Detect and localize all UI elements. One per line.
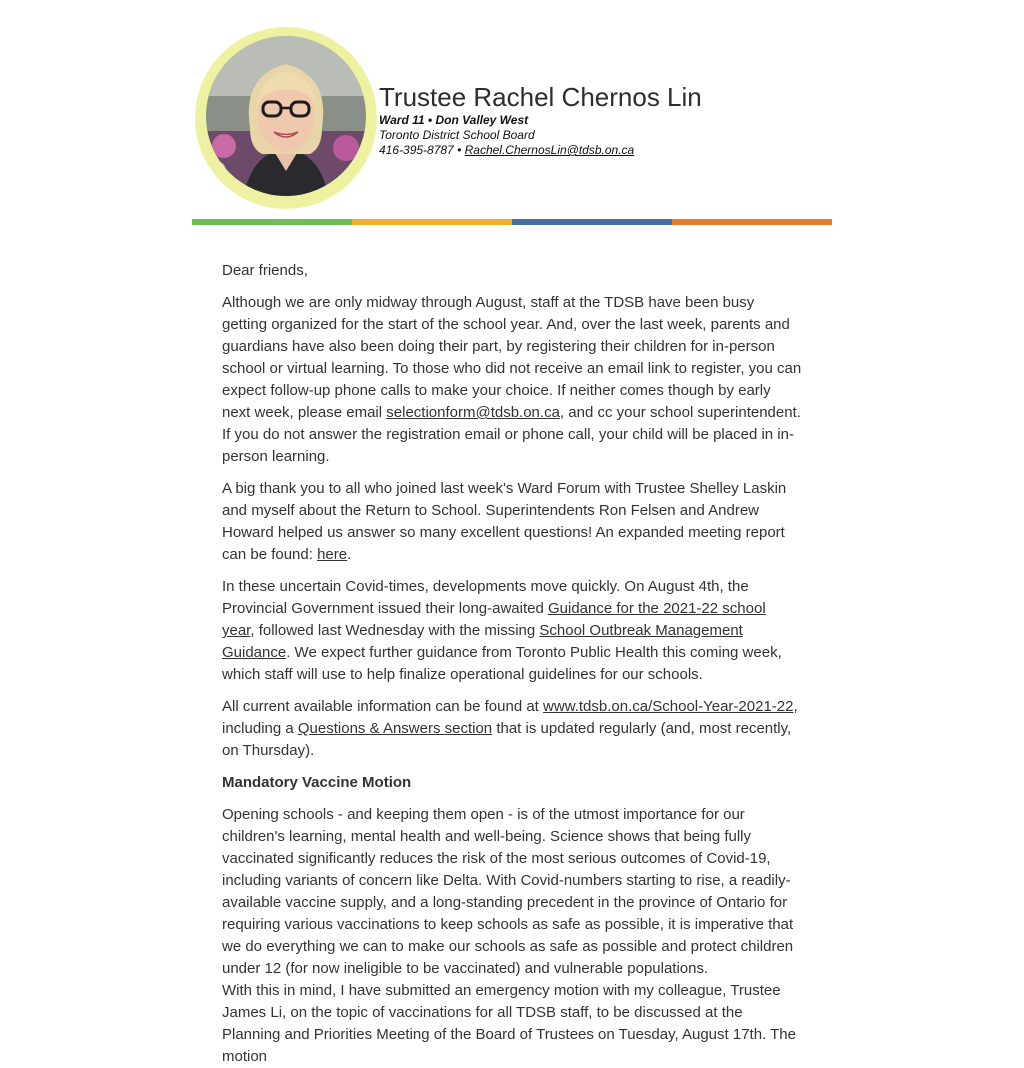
newsletter bbox=[192, 0, 832, 1068]
stripe-blue bbox=[512, 219, 672, 225]
newsletter-header bbox=[192, 0, 832, 219]
greeting: Dear friends, bbox=[222, 262, 308, 279]
trustee-name: Trustee Rachel Chernos Lin bbox=[379, 82, 702, 112]
contact-block bbox=[379, 113, 634, 158]
email-link[interactable]: Rachel.ChernosLin@tdsb.on.ca bbox=[464, 143, 635, 157]
paragraph-ward-forum: A big thank you to all who joined last week's Ward Forum with Trustee Shelley Laskin and myself about the Return to School. Superintendents Ron Felsen and Andrew Howard helped us answer so many excellent questions! An expanded meeting report can be found: here. bbox=[222, 480, 787, 563]
meeting-report-link[interactable]: here bbox=[317, 546, 348, 563]
stripe-orange bbox=[672, 219, 832, 225]
color-stripe bbox=[192, 219, 832, 225]
stripe-yellow bbox=[352, 219, 512, 225]
selectionform-email-link[interactable]: selectionform@tdsb.on.ca bbox=[386, 404, 560, 421]
avatar bbox=[195, 27, 377, 209]
letter-body bbox=[192, 225, 832, 1068]
board-name: Toronto District School Board bbox=[379, 128, 535, 142]
stripe-green bbox=[192, 219, 352, 225]
outbreak-guidance-link[interactable]: School Outbreak Management Guidance bbox=[222, 622, 743, 661]
school-year-link[interactable]: www.tdsb.on.ca/School-Year-2021-22 bbox=[543, 698, 794, 715]
trustee-photo bbox=[206, 36, 366, 196]
paragraph-info: All current available information can be found at www.tdsb.on.ca/School-Year-2021-22, including a Questions & Answers section that is updated regularly (and, most recently, on Thursday). bbox=[222, 698, 798, 759]
ward-label: Ward 11 • Don Valley West bbox=[379, 113, 529, 127]
contact-line bbox=[379, 143, 634, 158]
section-heading: Mandatory Vaccine Motion bbox=[222, 774, 412, 791]
paragraph-motion: With this in mind, I have submitted an emergency motion with my colleague, Trustee James Li, on the topic of vaccinations for all TDSB staff, to be discussed at the Planning and Priorities Meeting of the Board of Trustees on Tuesday, August 17th. The motion bbox=[222, 982, 796, 1065]
phone-number: 416-395-8787 • bbox=[379, 143, 465, 157]
paragraph-guidance: In these uncertain Covid-times, developments move quickly. On August 4th, the Provincial Government issued their long-awaited Guidance for the 2021-22 school year, followed last Wednesday with the missing School Outbreak Management Guidance. We expect further guidance from Toronto Public Health this coming week, which staff will use to help finalize operational guidelines for our schools. bbox=[222, 578, 782, 683]
guidance-link[interactable]: Guidance for the 2021-22 school year bbox=[222, 600, 766, 639]
paragraph-registration: Although we are only midway through August, staff at the TDSB have been busy getting organized for the start of the school year. And, over the last week, parents and guardians have also been doing their part, by registering their children for in-person school or virtual learning. To those who did not receive an email link to register, you can expect follow-up phone calls to make your choice. If neither comes though by early next week, please email selectionform@tdsb.on.ca, and cc your school superintendent. If you do not answer the registration email or phone call, your child will be placed in in-person learning. bbox=[222, 294, 802, 465]
qa-section-link[interactable]: Questions & Answers section bbox=[297, 720, 493, 737]
paragraph-vaccine: Opening schools - and keeping them open - is of the utmost importance for our children's learning, mental health and well-being. Science shows that being fully vaccinated significantly reduces the risk of the most serious outcomes of Covid-19, including variants of concern like Delta. With Covid-numbers starting to rise, a readily-available vaccine supply, and a long-standing precedent in the province of Ontario for requiring various vaccinations to keep schools as safe as possible, it is imperative that we do everything we can to make our schools as safe as possible and protect children under 12 (for now ineligible to be vaccinated) and vulnerable populations. bbox=[222, 806, 794, 977]
